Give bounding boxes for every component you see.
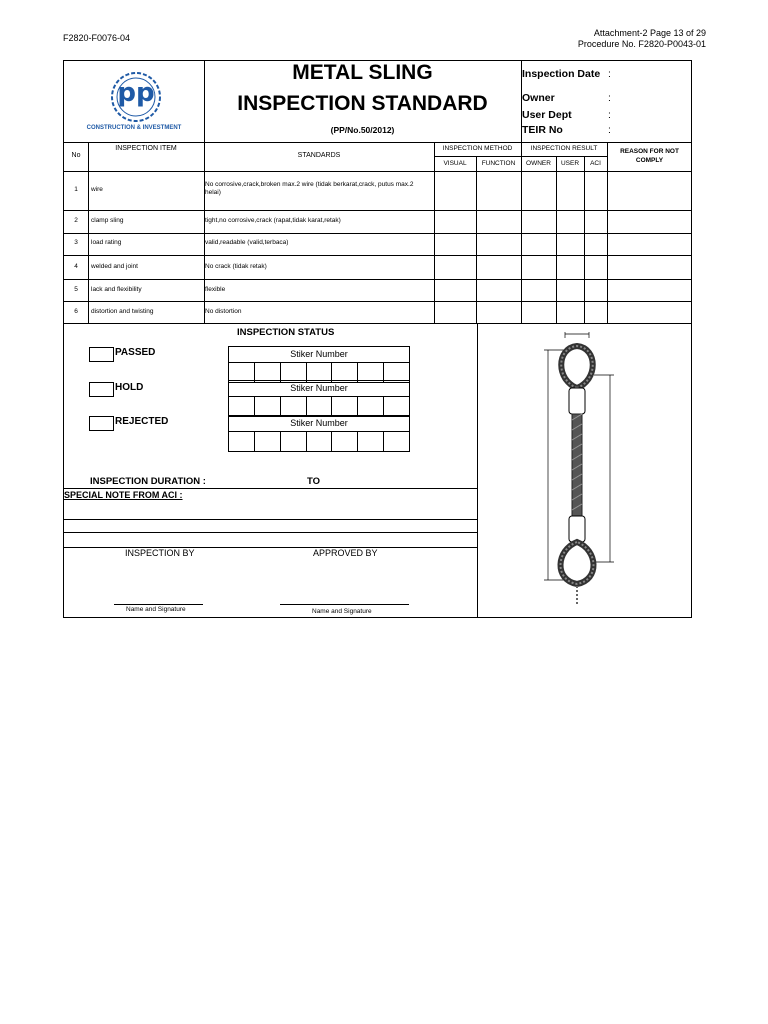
- col-no-header: No: [71, 152, 81, 159]
- row-1-item: wire: [91, 186, 103, 193]
- inspection-status-title: INSPECTION STATUS: [237, 327, 335, 338]
- procedure-number: Procedure No. F2820-P0043-01: [577, 39, 706, 49]
- info-cell: [522, 61, 692, 142]
- row-4-standard: No crack (tidak retak): [205, 263, 267, 270]
- info-owner-colon: :: [608, 92, 611, 104]
- hold-checkbox[interactable]: [89, 382, 114, 397]
- title-line-1: METAL SLING: [292, 61, 433, 84]
- stiker-number-label: Stiker Number: [229, 347, 409, 363]
- passed-checkbox[interactable]: [89, 347, 114, 362]
- logo-text: pp: [117, 78, 155, 108]
- attachment-text: Attachment-2 Page 13 of 29: [593, 28, 706, 38]
- info-inspection-date-label: Inspection Date: [522, 68, 601, 80]
- row-3-no: 3: [74, 239, 78, 246]
- metal-sling-drawing: [534, 330, 624, 610]
- title-reference: (PP/No.50/2012): [330, 125, 395, 135]
- approved-name-signature: Name and Signature: [312, 608, 372, 615]
- row-6-standard: No distortion: [205, 308, 242, 315]
- special-note-label: SPECIAL NOTE FROM ACI :: [64, 490, 183, 500]
- inspection-by-label: INSPECTION BY: [125, 548, 195, 558]
- rejected-label: REJECTED: [115, 416, 169, 427]
- col-method-header: INSPECTION METHOD: [442, 145, 513, 152]
- row-5-standard: flexible: [205, 286, 226, 293]
- approved-by-label: APPROVED BY: [313, 548, 378, 558]
- col-result-header: INSPECTION RESULT: [530, 145, 598, 152]
- title-block: [63, 60, 692, 143]
- page-reference: [578, 28, 706, 50]
- info-inspection-date-colon: :: [608, 68, 611, 80]
- approved-signature-line: [280, 604, 409, 605]
- col-aci-header: ACI: [590, 160, 601, 167]
- row-2-item: clamp sling: [91, 217, 124, 224]
- info-teir-label: TEIR No: [522, 124, 563, 136]
- title-cell: [204, 61, 522, 142]
- stiker-number-hold[interactable]: [228, 380, 410, 417]
- form-code: F2820-F0076-04: [63, 33, 131, 43]
- row-4-item: welded and joint: [91, 263, 138, 270]
- title-line-2: INSPECTION STANDARD: [237, 92, 488, 115]
- col-user-header: USER: [560, 160, 580, 167]
- stiker-number-rejected[interactable]: [228, 415, 410, 452]
- inspection-name-signature: Name and Signature: [126, 606, 186, 613]
- col-function-header: FUNCTION: [481, 160, 516, 167]
- duration-to-label: TO: [307, 476, 321, 487]
- row-3-standard: valid,readable (valid,terbaca): [205, 239, 289, 246]
- info-user-dept-colon: :: [608, 109, 611, 121]
- inspection-table: [63, 143, 692, 324]
- stiker-number-passed[interactable]: [228, 346, 410, 383]
- row-3-item: load rating: [91, 239, 122, 246]
- row-1-standard: No corrosive,crack,broken max.2 wire (tidak berkarat,crack, putus max.2 helai): [205, 181, 414, 196]
- passed-label: PASSED: [115, 347, 156, 358]
- logo-caption: CONSTRUCTION & INVESTMENT: [86, 125, 182, 131]
- col-visual-header: VISUAL: [443, 160, 467, 167]
- row-5-no: 5: [74, 286, 78, 293]
- col-reason-header: REASON FOR NOT COMPLY: [620, 148, 679, 164]
- logo: [64, 61, 205, 142]
- row-1-no: 1: [74, 186, 78, 193]
- info-user-dept-label: User Dept: [522, 109, 572, 121]
- row-5-item: lack and flexibility: [91, 286, 142, 293]
- hold-label: HOLD: [115, 382, 144, 393]
- inspection-duration-label: INSPECTION DURATION :: [90, 476, 206, 487]
- row-6-no: 6: [74, 308, 78, 315]
- row-2-standard: tight,no corrosive,crack (rapat,tidak karat,retak): [205, 217, 341, 224]
- info-owner-label: Owner: [522, 92, 555, 104]
- lower-section: [63, 323, 692, 618]
- info-teir-colon: :: [608, 124, 611, 136]
- row-2-no: 2: [74, 217, 78, 224]
- col-owner-header: OWNER: [526, 160, 551, 167]
- stiker-number-label: Stiker Number: [229, 381, 409, 397]
- row-4-no: 4: [74, 263, 78, 270]
- col-item-header: INSPECTION ITEM: [115, 145, 177, 152]
- rejected-checkbox[interactable]: [89, 416, 114, 431]
- stiker-number-label: Stiker Number: [229, 416, 409, 432]
- col-standards-header: STANDARDS: [297, 152, 341, 159]
- row-6-item: distortion and twisting: [91, 308, 154, 315]
- inspection-signature-line: [114, 604, 203, 605]
